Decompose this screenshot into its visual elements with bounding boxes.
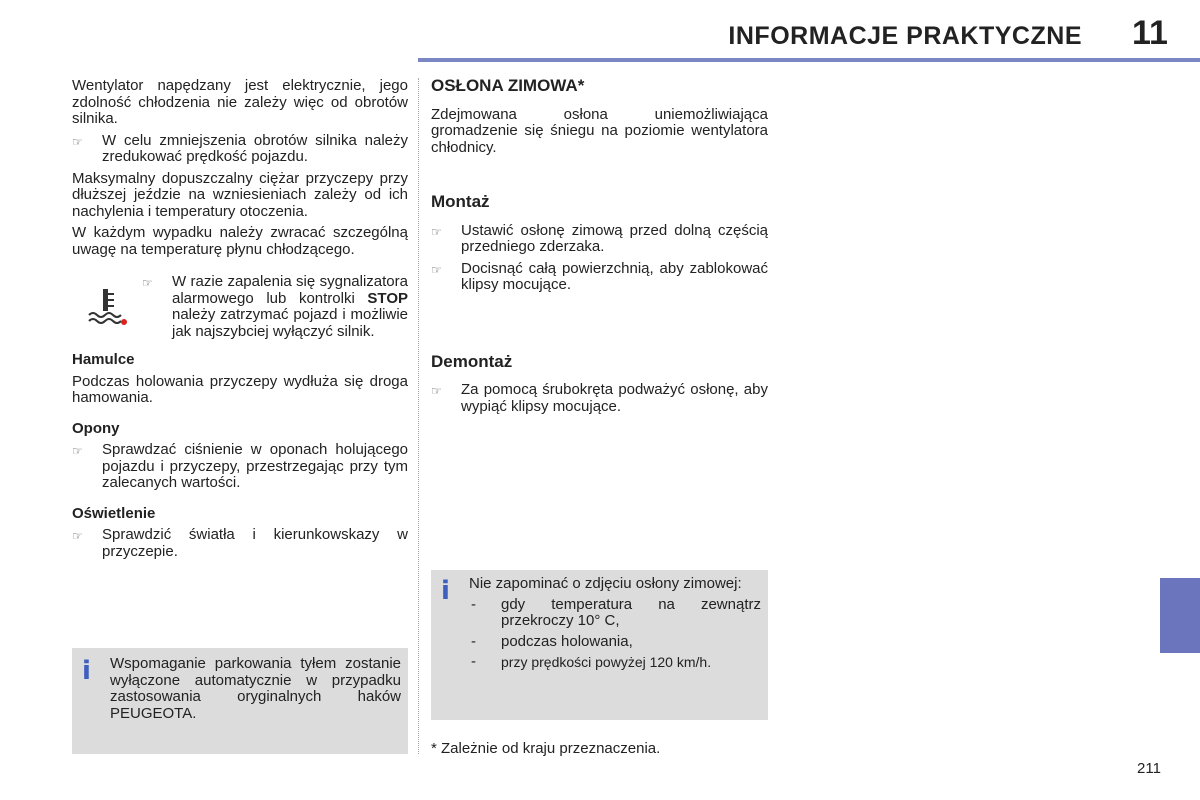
list-item bbox=[72, 133, 408, 166]
brakes-heading: Hamulce bbox=[72, 351, 135, 368]
pointing-hand-icon: ☞ bbox=[72, 134, 83, 149]
warning-block bbox=[72, 274, 408, 340]
info-list-text: gdy temperatura na zewnątrz przekroczy 10° C, bbox=[501, 595, 761, 629]
header-rule bbox=[418, 58, 1200, 62]
info-list-text: podczas holowania, bbox=[501, 632, 633, 650]
right-column bbox=[431, 78, 768, 420]
bullet-text: Docisnąć całą powierzchnią, aby zablokować klipsy mocujące. bbox=[461, 259, 768, 293]
list-item bbox=[431, 223, 768, 256]
coolant-temperature-icon bbox=[72, 274, 142, 340]
removal-heading: Demontaż bbox=[431, 351, 513, 371]
list-item bbox=[72, 442, 408, 492]
section-title: OSŁONA ZIMOWA* bbox=[431, 76, 585, 95]
parking-info-box bbox=[72, 648, 408, 754]
tyres-heading: Opony bbox=[72, 419, 120, 437]
pointing-hand-icon: ☞ bbox=[431, 384, 442, 398]
stop-label: STOP bbox=[367, 289, 408, 307]
pointing-hand-icon: ☞ bbox=[431, 262, 442, 277]
winter-cover-info-box bbox=[431, 570, 768, 720]
warning-text: W razie zapalenia się sygnalizatora alarmowego lub kontrolki STOP należy zatrzymać pojazd i możliwie jak najszybciej wyłączyć silnik. bbox=[172, 273, 408, 340]
bullet-text: Za pomocą śrubokręta podważyć osłonę, aby wypiąć klipsy mocujące. bbox=[461, 381, 768, 415]
max-weight-paragraph: Maksymalny dopuszczalny ciężar przyczepy przy dłuższej jeździe na wzniesieniach zależy od ich nachylenia i temperatury otoczenia. bbox=[72, 169, 408, 220]
list-item: - przy prędkości powyżej 120 km/h. bbox=[469, 654, 761, 671]
list-item: - podczas holowania, bbox=[469, 634, 761, 651]
footnote: * Zależnie od kraju przeznaczenia. bbox=[431, 740, 661, 757]
pointing-hand-icon: ☞ bbox=[142, 276, 153, 290]
info-text: Wspomaganie parkowania tyłem zostanie wyłączone automatycznie w przypadku zastosowania oryginalnych haków PEUGEOTA. bbox=[110, 655, 401, 722]
info-text: Nie zapominać o zdjęciu osłony zimowej: bbox=[469, 575, 742, 592]
chapter-number: 11 bbox=[1132, 14, 1168, 52]
list-item bbox=[431, 382, 768, 415]
column-divider bbox=[418, 78, 420, 754]
pointing-hand-icon: ☞ bbox=[72, 444, 83, 458]
page-number: 211 bbox=[1137, 760, 1161, 777]
bullet-text: Sprawdzić światła i kierunkowskazy w przyczepie. bbox=[102, 526, 408, 560]
brakes-paragraph: Podczas holowania przyczepy wydłuża się droga hamowania. bbox=[72, 372, 408, 406]
page-header-title: INFORMACJE PRAKTYCZNE bbox=[728, 22, 1082, 50]
info-list-text: przy prędkości powyżej 120 km/h. bbox=[501, 654, 712, 670]
pointing-hand-icon: ☞ bbox=[431, 224, 442, 239]
pointing-hand-icon: ☞ bbox=[72, 529, 83, 543]
bullet-text: Sprawdzać ciśnienie w oponach holującego pojazdu i przyczepy, przestrzegając przy tym zalecanych wartości. bbox=[102, 441, 408, 491]
list-item: - gdy temperatura na zewnątrz przekroczy 10° C, bbox=[471, 595, 761, 629]
list-item bbox=[72, 527, 408, 560]
bullet-text: Ustawić osłonę zimową przed dolną częścią przedniego zderzaka. bbox=[461, 221, 768, 255]
left-column bbox=[72, 78, 408, 565]
fan-paragraph: Wentylator napędzany jest elektrycznie, jego zdolność chłodzenia nie zależy więc od obrotów silnika. bbox=[72, 77, 408, 127]
info-icon: i bbox=[82, 656, 91, 686]
attention-paragraph: W każdym wypadku należy zwracać szczególną uwagę na temperaturę płynu chłodzącego. bbox=[72, 224, 408, 258]
list-item bbox=[431, 261, 768, 294]
lighting-heading: Oświetlenie bbox=[72, 504, 156, 522]
bullet-text: W celu zmniejszenia obrotów silnika należy zredukować prędkość pojazdu. bbox=[102, 131, 408, 165]
mount-heading: Montaż bbox=[431, 192, 490, 211]
winter-cover-intro: Zdejmowana osłona uniemożliwiająca gromadzenie się śniegu na poziomie wentylatora chłodnicy. bbox=[431, 105, 768, 156]
chapter-thumb-tab bbox=[1160, 578, 1200, 653]
info-icon: i bbox=[441, 576, 450, 606]
